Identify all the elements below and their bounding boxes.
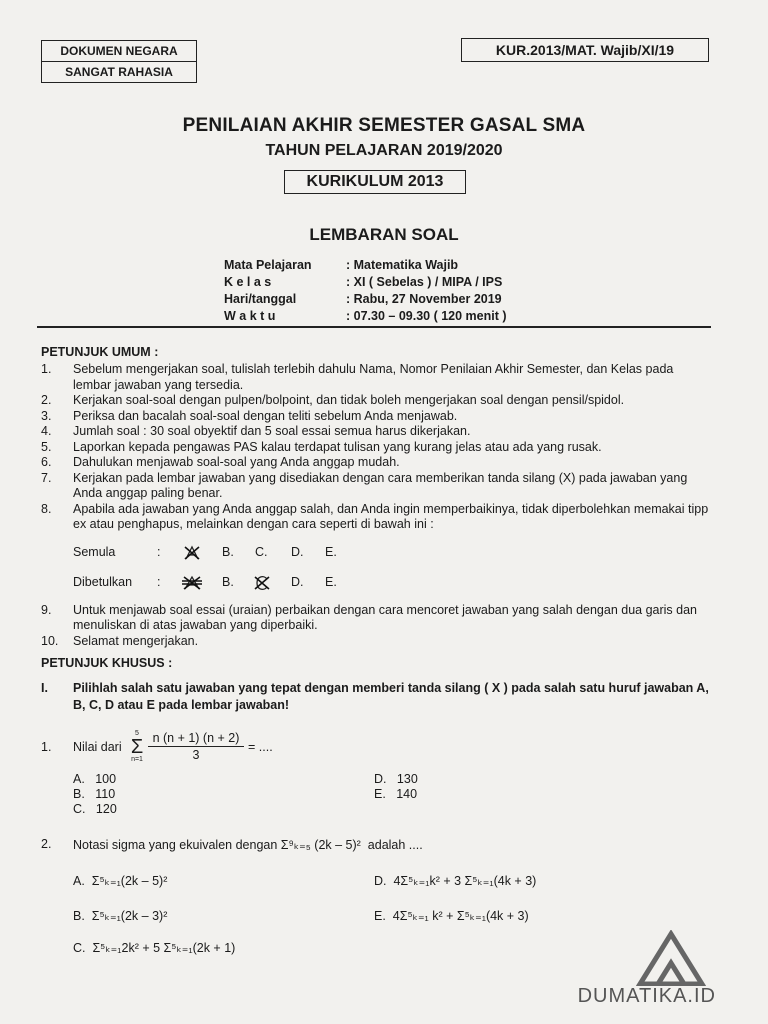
question-2-text: Notasi sigma yang ekuivalen dengan Σ⁹ₖ₌₅ (2k – 5)² adalah .... [73, 838, 423, 852]
exam-info [224, 257, 507, 325]
info-row: Hari/tanggal : Rabu, 27 November 2019 [224, 292, 502, 306]
option-d: D. 4Σ⁵ₖ₌₁k² + 3 Σ⁵ₖ₌₁(4k + 3) [374, 874, 537, 888]
option-a: A. Σ⁵ₖ₌₁(2k – 5)² [73, 874, 168, 888]
general-instructions-list [41, 362, 711, 649]
question-1-number: 1. [41, 740, 52, 754]
option-e: E. 4Σ⁵ₖ₌₁ k² + Σ⁵ₖ₌₁(4k + 3) [374, 909, 529, 923]
list-item: 4. Jumlah soal : 30 soal obyektif dan 5 soal essai semua harus dikerjakan. [41, 424, 471, 438]
option-c: C. Σ⁵ₖ₌₁2k² + 5 Σ⁵ₖ₌₁(2k + 1) [73, 941, 236, 955]
divider [37, 326, 711, 328]
example-after-row: Dibetulkan : B. D. E. [41, 571, 711, 595]
crossed-c-icon [253, 575, 271, 596]
special-instruction: I. Pilihlah salah satu jawaban yang tepat dengan memberi tanda silang ( X ) pada salah satu huruf jawaban A, B, C, D atau E pada lembar jawaban! [41, 681, 709, 712]
sheet-title: LEMBARAN SOAL [309, 225, 459, 244]
question-2-number: 2. [41, 837, 52, 851]
option-b: B. 110 [73, 787, 116, 801]
list-item: 8. Apabila ada jawaban yang Anda anggap salah, dan Anda ingin memperbaikinya, tidak diperbolehkan memakai tipp ex atau penghapus, melainkan dengan cara seperti di bawah ini : [41, 501, 709, 531]
document-classification-box [41, 40, 197, 83]
curriculum-box: KURIKULUM 2013 [284, 170, 466, 194]
info-row: Mata Pelajaran : Matematika Wajib [224, 258, 459, 272]
academic-year: TAHUN PELAJARAN 2019/2020 [265, 142, 503, 159]
list-item: 2. Kerjakan soal-soal dengan pulpen/bolpoint, dan tidak boleh mengerjakan soal dengan pensil/spidol. [41, 393, 625, 407]
brand-watermark: DUMATIKA.ID [577, 985, 716, 1007]
example-after-label: Dibetulkan [73, 574, 133, 589]
exam-title: PENILAIAN AKHIR SEMESTER GASAL SMA [182, 115, 586, 136]
question-1-fraction: n (n + 1) (n + 2) 3 [148, 731, 244, 762]
brand-logo-icon [636, 930, 706, 991]
question-1-prefix: Nilai dari [73, 740, 122, 754]
option-c: C. 120 [73, 802, 117, 816]
option-e: E. 140 [374, 787, 418, 801]
question-1-suffix: = .... [248, 740, 273, 754]
list-item: 7. Kerjakan pada lembar jawaban yang disediakan dengan cara memberikan tanda silang (X) pada jawaban yang Anda anggap paling benar. [41, 470, 688, 500]
list-item: 3. Periksa dan bacalah soal-soal dengan teliti sebelum Anda menjawab. [41, 408, 458, 423]
option-d: D. 130 [374, 772, 418, 786]
info-row: W a k t u : 07.30 – 09.30 ( 120 menit ) [224, 309, 507, 323]
example-before-label: Semula [73, 544, 116, 559]
sigma-symbol: 5 Σ n=1 [130, 730, 144, 763]
special-instructions-heading: PETUNJUK KHUSUS : [41, 656, 173, 670]
list-item: 6. Dahulukan menjawab soal-soal yang Anda anggap mudah. [41, 455, 400, 469]
document-code-box: KUR.2013/MAT. Wajib/XI/19 [461, 38, 709, 62]
list-item: 5. Laporkan kepada pengawas PAS kalau terdapat tulisan yang kurang jelas atau ada yang rusak. [41, 439, 602, 454]
doc-line-1: DOKUMEN NEGARA [60, 44, 178, 58]
example-before-row: Semula : B. C. D. E. [41, 541, 711, 565]
list-item: 1. Sebelum mengerjakan soal, tulislah terlebih dahulu Nama, Nomor Penilaian Akhir Semester, dan Kelas pada lembar jawaban yang tersedia. [41, 362, 674, 392]
crossed-a-icon [183, 545, 201, 566]
doc-line-2: SANGAT RAHASIA [42, 61, 196, 82]
list-item: 10. Selamat mengerjakan. [41, 633, 199, 648]
list-item: 9. Untuk menjawab soal essai (uraian) perbaikan dengan cara mencoret jawaban yang salah dengan dua garis dan menuliskan di atas jawaban yang diperbaiki. [41, 602, 698, 632]
info-row: K e l a s : XI ( Sebelas ) / MIPA / IPS [224, 275, 503, 289]
general-instructions-heading: PETUNJUK UMUM : [41, 345, 159, 359]
double-crossed-a-icon [181, 575, 203, 596]
option-a: A. 100 [73, 772, 117, 786]
question-2-expression: Σ⁹ₖ₌₅ (2k – 5)² [280, 838, 361, 852]
option-b: B. Σ⁵ₖ₌₁(2k – 3)² [73, 909, 168, 923]
